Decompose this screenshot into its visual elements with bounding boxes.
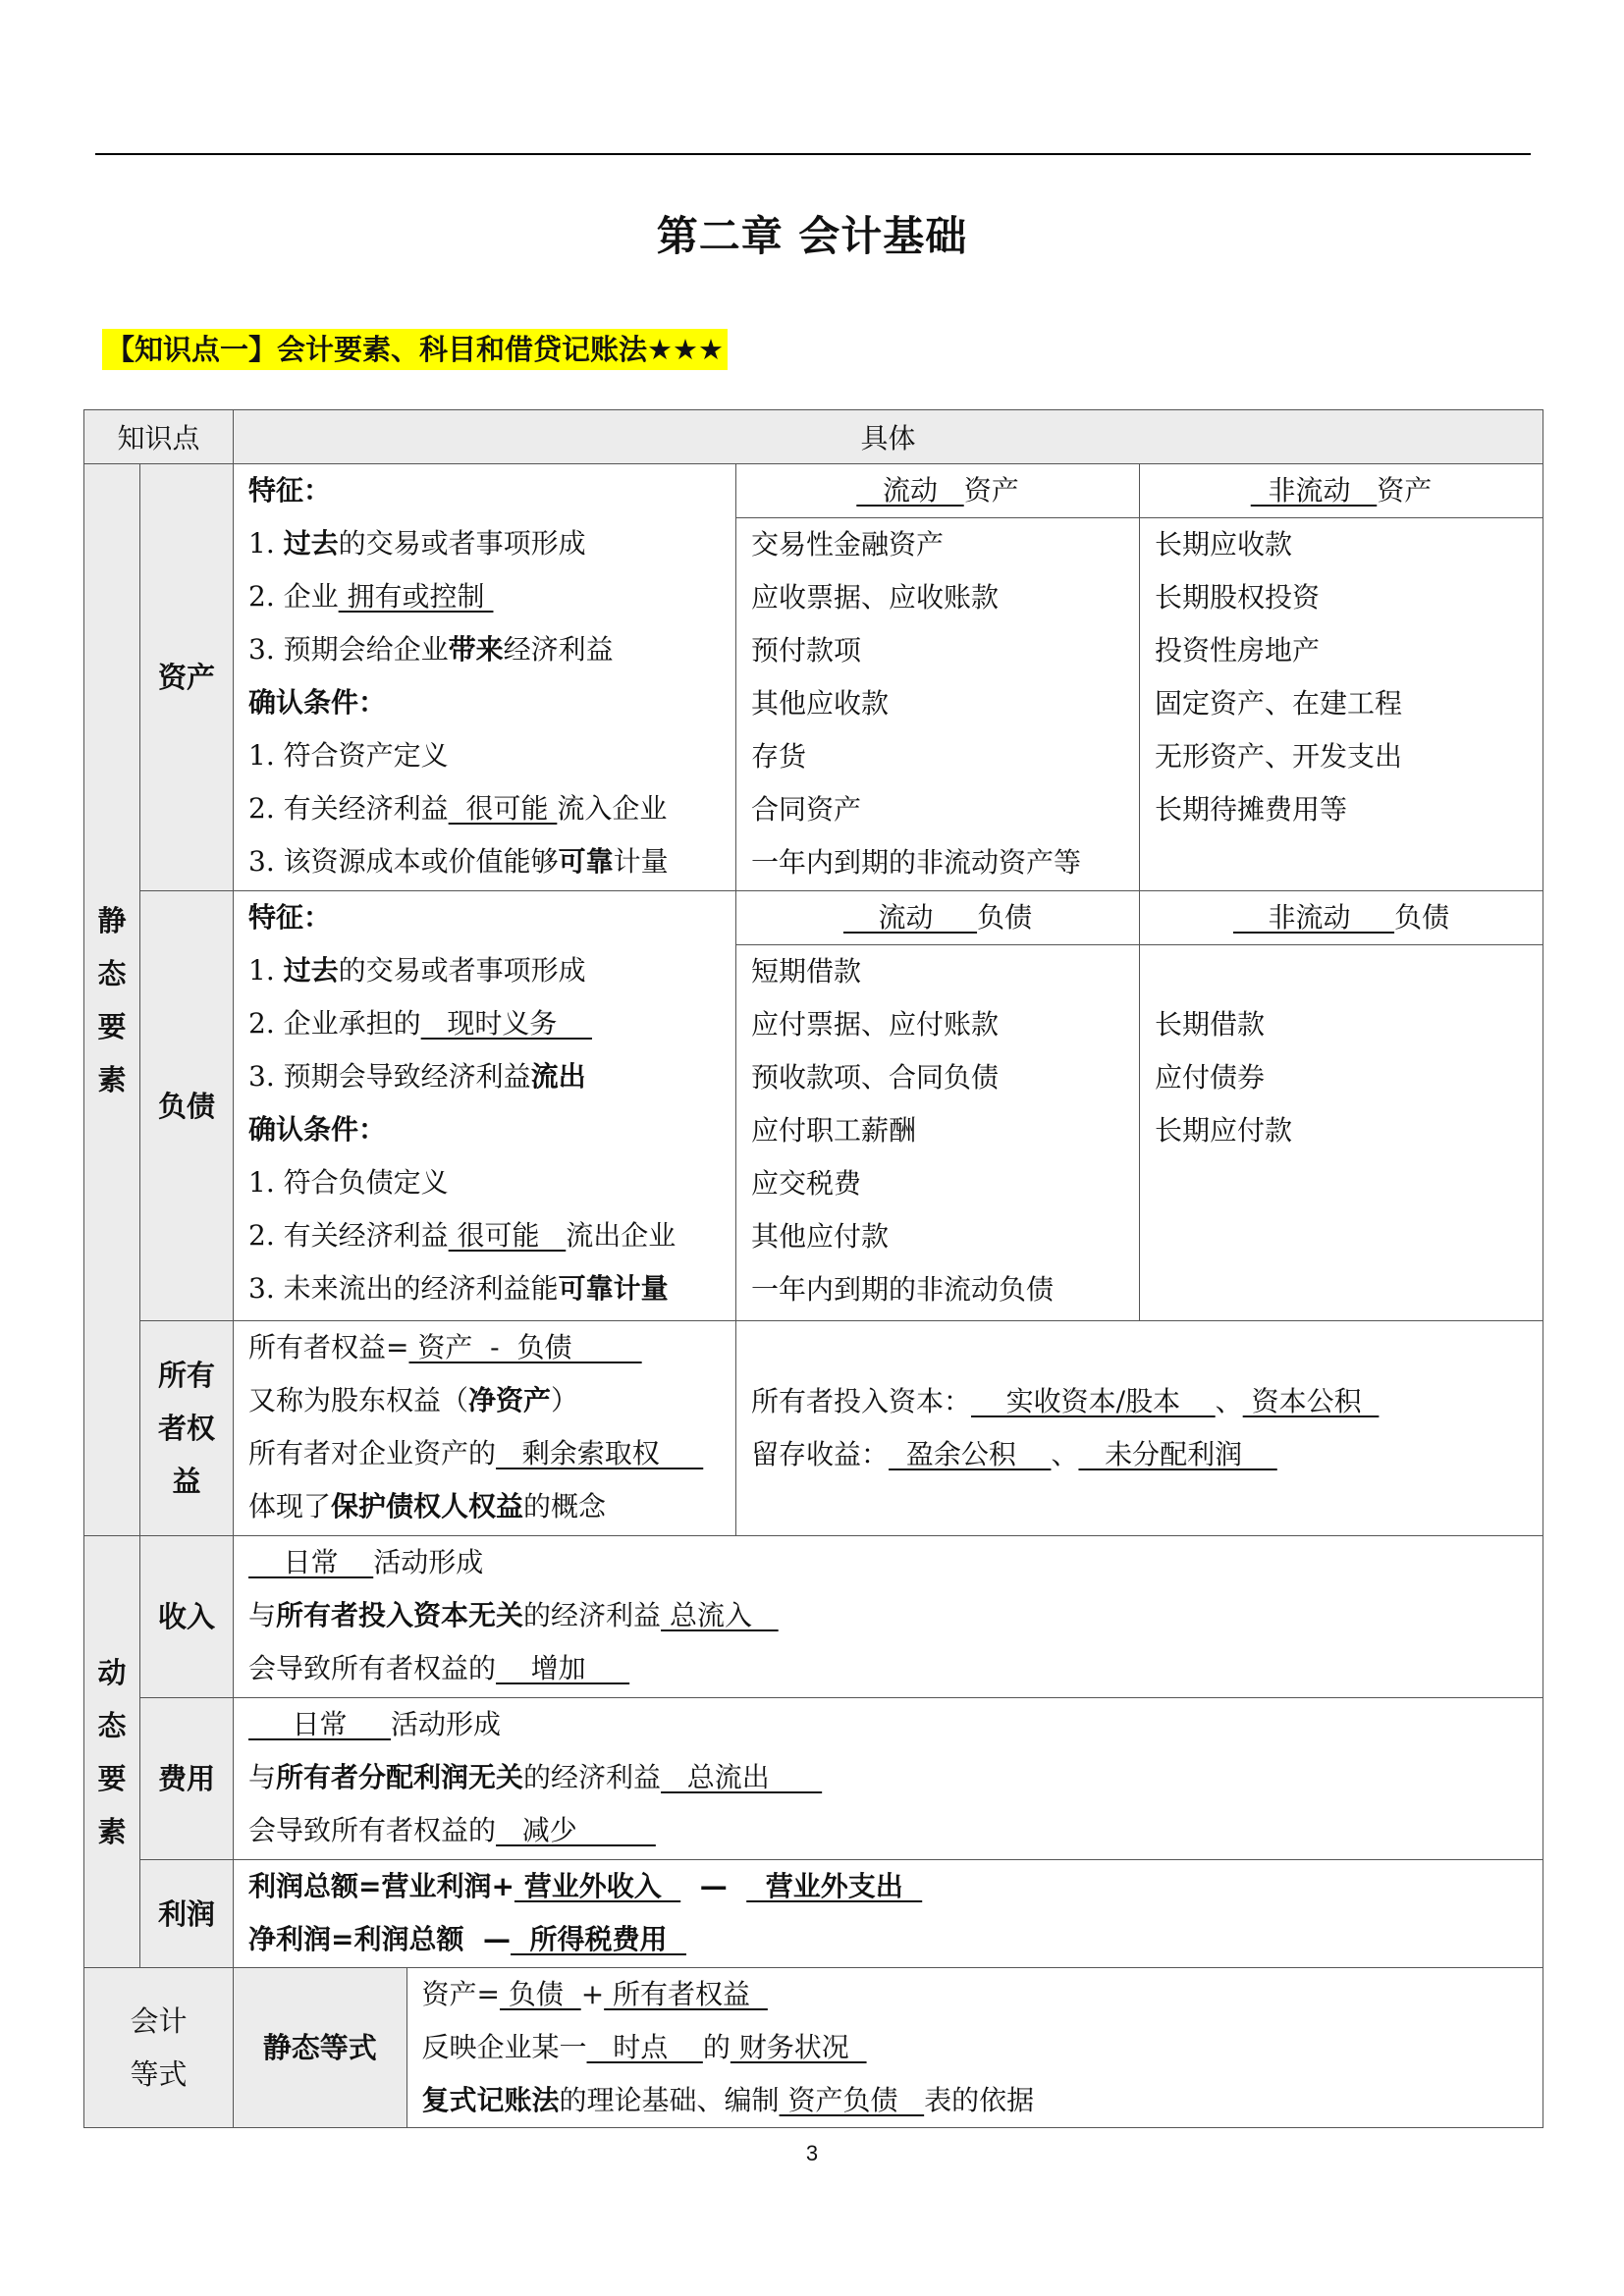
- equation-line-2: 反映企业某一 时点 的 财务状况: [421, 2031, 867, 2063]
- assets-classification: [736, 464, 1543, 891]
- knowledge-point-heading: 【知识点一】会计要素、科目和借贷记账法★★★: [102, 329, 728, 370]
- list-item: 应付职工薪酬: [751, 1114, 917, 1147]
- equation-table: [234, 1968, 1543, 2127]
- profit-definition: [234, 1860, 1543, 1968]
- liabilities-feature-3: 3. 预期会导致经济利益流出: [248, 1060, 586, 1093]
- expense-line-2: 与所有者分配利润无关的经济利益 总流出: [248, 1761, 823, 1793]
- assets-condition-1: 1. 符合资产定义: [248, 739, 449, 772]
- liabilities-classification-table: [736, 891, 1543, 1320]
- profit-row: [84, 1860, 1543, 1968]
- liabilities-definition: [234, 891, 736, 1321]
- liabilities-feature-2: 2. 企业承担的 现时义务: [248, 1007, 592, 1040]
- equity-composition: [736, 1321, 1543, 1536]
- liabilities-conditions-title: 确认条件：: [248, 1113, 387, 1146]
- equity-line-1: 所有者权益= 资产 - 负债: [248, 1331, 642, 1363]
- list-item: 长期借款: [1155, 1008, 1266, 1041]
- noncurrent-assets-list: [1140, 518, 1543, 891]
- list-item: 短期借款: [751, 955, 862, 988]
- equity-line-2: 又称为股东权益（净资产）: [248, 1384, 579, 1416]
- noncurrent-liabilities-list: [1140, 945, 1543, 1321]
- list-item: 固定资产、在建工程: [1155, 687, 1403, 720]
- equity-row: [84, 1321, 1543, 1536]
- list-item: 预付款项: [751, 634, 862, 667]
- revenue-line-1: 日常 活动形成: [248, 1546, 484, 1578]
- liabilities-row: [84, 891, 1543, 1321]
- list-item: 长期股权投资: [1155, 581, 1321, 614]
- list-item: 应付债券: [1155, 1061, 1266, 1094]
- list-item: 预收款项、合同负债: [751, 1061, 1000, 1094]
- equity-retained-earnings: 留存收益： 盈余公积 、 未分配利润: [751, 1438, 1277, 1470]
- list-item: 应付票据、应付账款: [751, 1008, 1000, 1041]
- current-liabilities-list: [736, 945, 1140, 1321]
- header-knowledge-point: 知识点: [84, 410, 234, 464]
- equity-line-4: 体现了保护债权人权益的概念: [248, 1490, 607, 1522]
- revenue-line-3: 会导致所有者权益的 增加: [248, 1652, 630, 1684]
- noncurrent-assets-heading: 非流动 资产: [1140, 464, 1543, 518]
- page-number: 3: [805, 2141, 819, 2165]
- list-item: 长期应收款: [1155, 528, 1293, 561]
- expense-line-1: 日常 活动形成: [248, 1708, 502, 1740]
- equity-label: 所有 者权 益: [140, 1321, 234, 1536]
- list-item: 无形资产、开发支出: [1155, 740, 1403, 773]
- list-item: 存货: [751, 740, 807, 773]
- liabilities-label: 负债: [140, 891, 234, 1321]
- list-item: 应收票据、应收账款: [751, 581, 1000, 614]
- assets-feature-3: 3. 预期会给企业带来经济利益: [248, 633, 614, 666]
- liabilities-condition-3: 3. 未来流出的经济利益能可靠计量: [248, 1272, 669, 1305]
- static-elements-label: 静 态 要 素: [84, 464, 140, 1536]
- header-details: 具体: [234, 410, 1543, 464]
- list-item: 长期应付款: [1155, 1114, 1293, 1147]
- assets-condition-2: 2. 有关经济利益 很可能 流入企业: [248, 792, 668, 825]
- liabilities-condition-2: 2. 有关经济利益 很可能 流出企业: [248, 1219, 677, 1252]
- liabilities-features-title: 特征：: [248, 901, 332, 934]
- list-item: 应交税费: [751, 1167, 862, 1200]
- equity-line-3: 所有者对企业资产的 剩余索取权: [248, 1437, 704, 1469]
- static-equation-content: [406, 1968, 1543, 2127]
- assets-definition: [234, 464, 736, 891]
- expense-line-3: 会导致所有者权益的 减少: [248, 1814, 656, 1846]
- list-item: 一年内到期的非流动资产等: [751, 846, 1082, 879]
- list-item: 长期待摊费用等: [1155, 793, 1348, 826]
- current-liabilities-heading: 流动 负债: [736, 891, 1140, 945]
- static-equation-label: 静态等式: [234, 1968, 406, 2127]
- revenue-row: [84, 1536, 1543, 1698]
- assets-feature-2: 2. 企业 拥有或控制: [248, 580, 494, 613]
- assets-condition-3: 3. 该资源成本或价值能够可靠计量: [248, 845, 669, 878]
- assets-classification-table: [736, 464, 1543, 890]
- assets-conditions-title: 确认条件：: [248, 686, 387, 719]
- chapter-title: 第二章 会计基础: [656, 212, 968, 260]
- noncurrent-liabilities-heading: 非流动 负债: [1140, 891, 1543, 945]
- list-item: 一年内到期的非流动负债: [751, 1273, 1055, 1306]
- table-header-row: [84, 410, 1543, 464]
- liabilities-classification: [736, 891, 1543, 1321]
- liabilities-feature-1: 1. 过去的交易或者事项形成: [248, 954, 586, 987]
- equation-details: [234, 1968, 1543, 2128]
- equation-label: 会计 等式: [84, 1968, 234, 2128]
- revenue-definition: [234, 1536, 1543, 1698]
- list-item: 其他应收款: [751, 687, 890, 720]
- assets-features-title: 特征：: [248, 474, 332, 507]
- equity-contributed-capital: 所有者投入资本： 实收资本/股本 、 资本公积: [751, 1385, 1380, 1417]
- current-assets-list: [736, 518, 1140, 891]
- current-assets-heading: 流动 资产: [736, 464, 1140, 518]
- equation-line-3: 复式记账法的理论基础、编制 资产负债 表的依据: [421, 2084, 1035, 2116]
- profit-line-1: 利润总额=营业利润+ 营业外收入 — 营业外支出: [248, 1870, 923, 1902]
- assets-row: [84, 464, 1543, 891]
- revenue-line-2: 与所有者投入资本无关的经济利益 总流入: [248, 1599, 779, 1631]
- header-rule: [95, 153, 1531, 155]
- assets-feature-1: 1. 过去的交易或者事项形成: [248, 527, 586, 560]
- equation-row: [84, 1968, 1543, 2128]
- profit-line-2: 净利润=利润总额 — 所得税费用: [248, 1923, 686, 1955]
- assets-label: 资产: [140, 464, 234, 891]
- profit-label: 利润: [140, 1860, 234, 1968]
- expense-label: 费用: [140, 1698, 234, 1860]
- dynamic-elements-label: 动 态 要 素: [84, 1536, 140, 1968]
- expense-definition: [234, 1698, 1543, 1860]
- list-item: 投资性房地产: [1155, 634, 1321, 667]
- expense-row: [84, 1698, 1543, 1860]
- list-item: 合同资产: [751, 793, 862, 826]
- equity-definition: [234, 1321, 736, 1536]
- liabilities-condition-1: 1. 符合负债定义: [248, 1166, 449, 1199]
- list-item: 其他应付款: [751, 1220, 890, 1253]
- list-item: 交易性金融资产: [751, 528, 945, 561]
- revenue-label: 收入: [140, 1536, 234, 1698]
- equation-line-1: 资产= 负债 + 所有者权益: [421, 1978, 768, 2010]
- accounting-elements-table: [83, 409, 1543, 2128]
